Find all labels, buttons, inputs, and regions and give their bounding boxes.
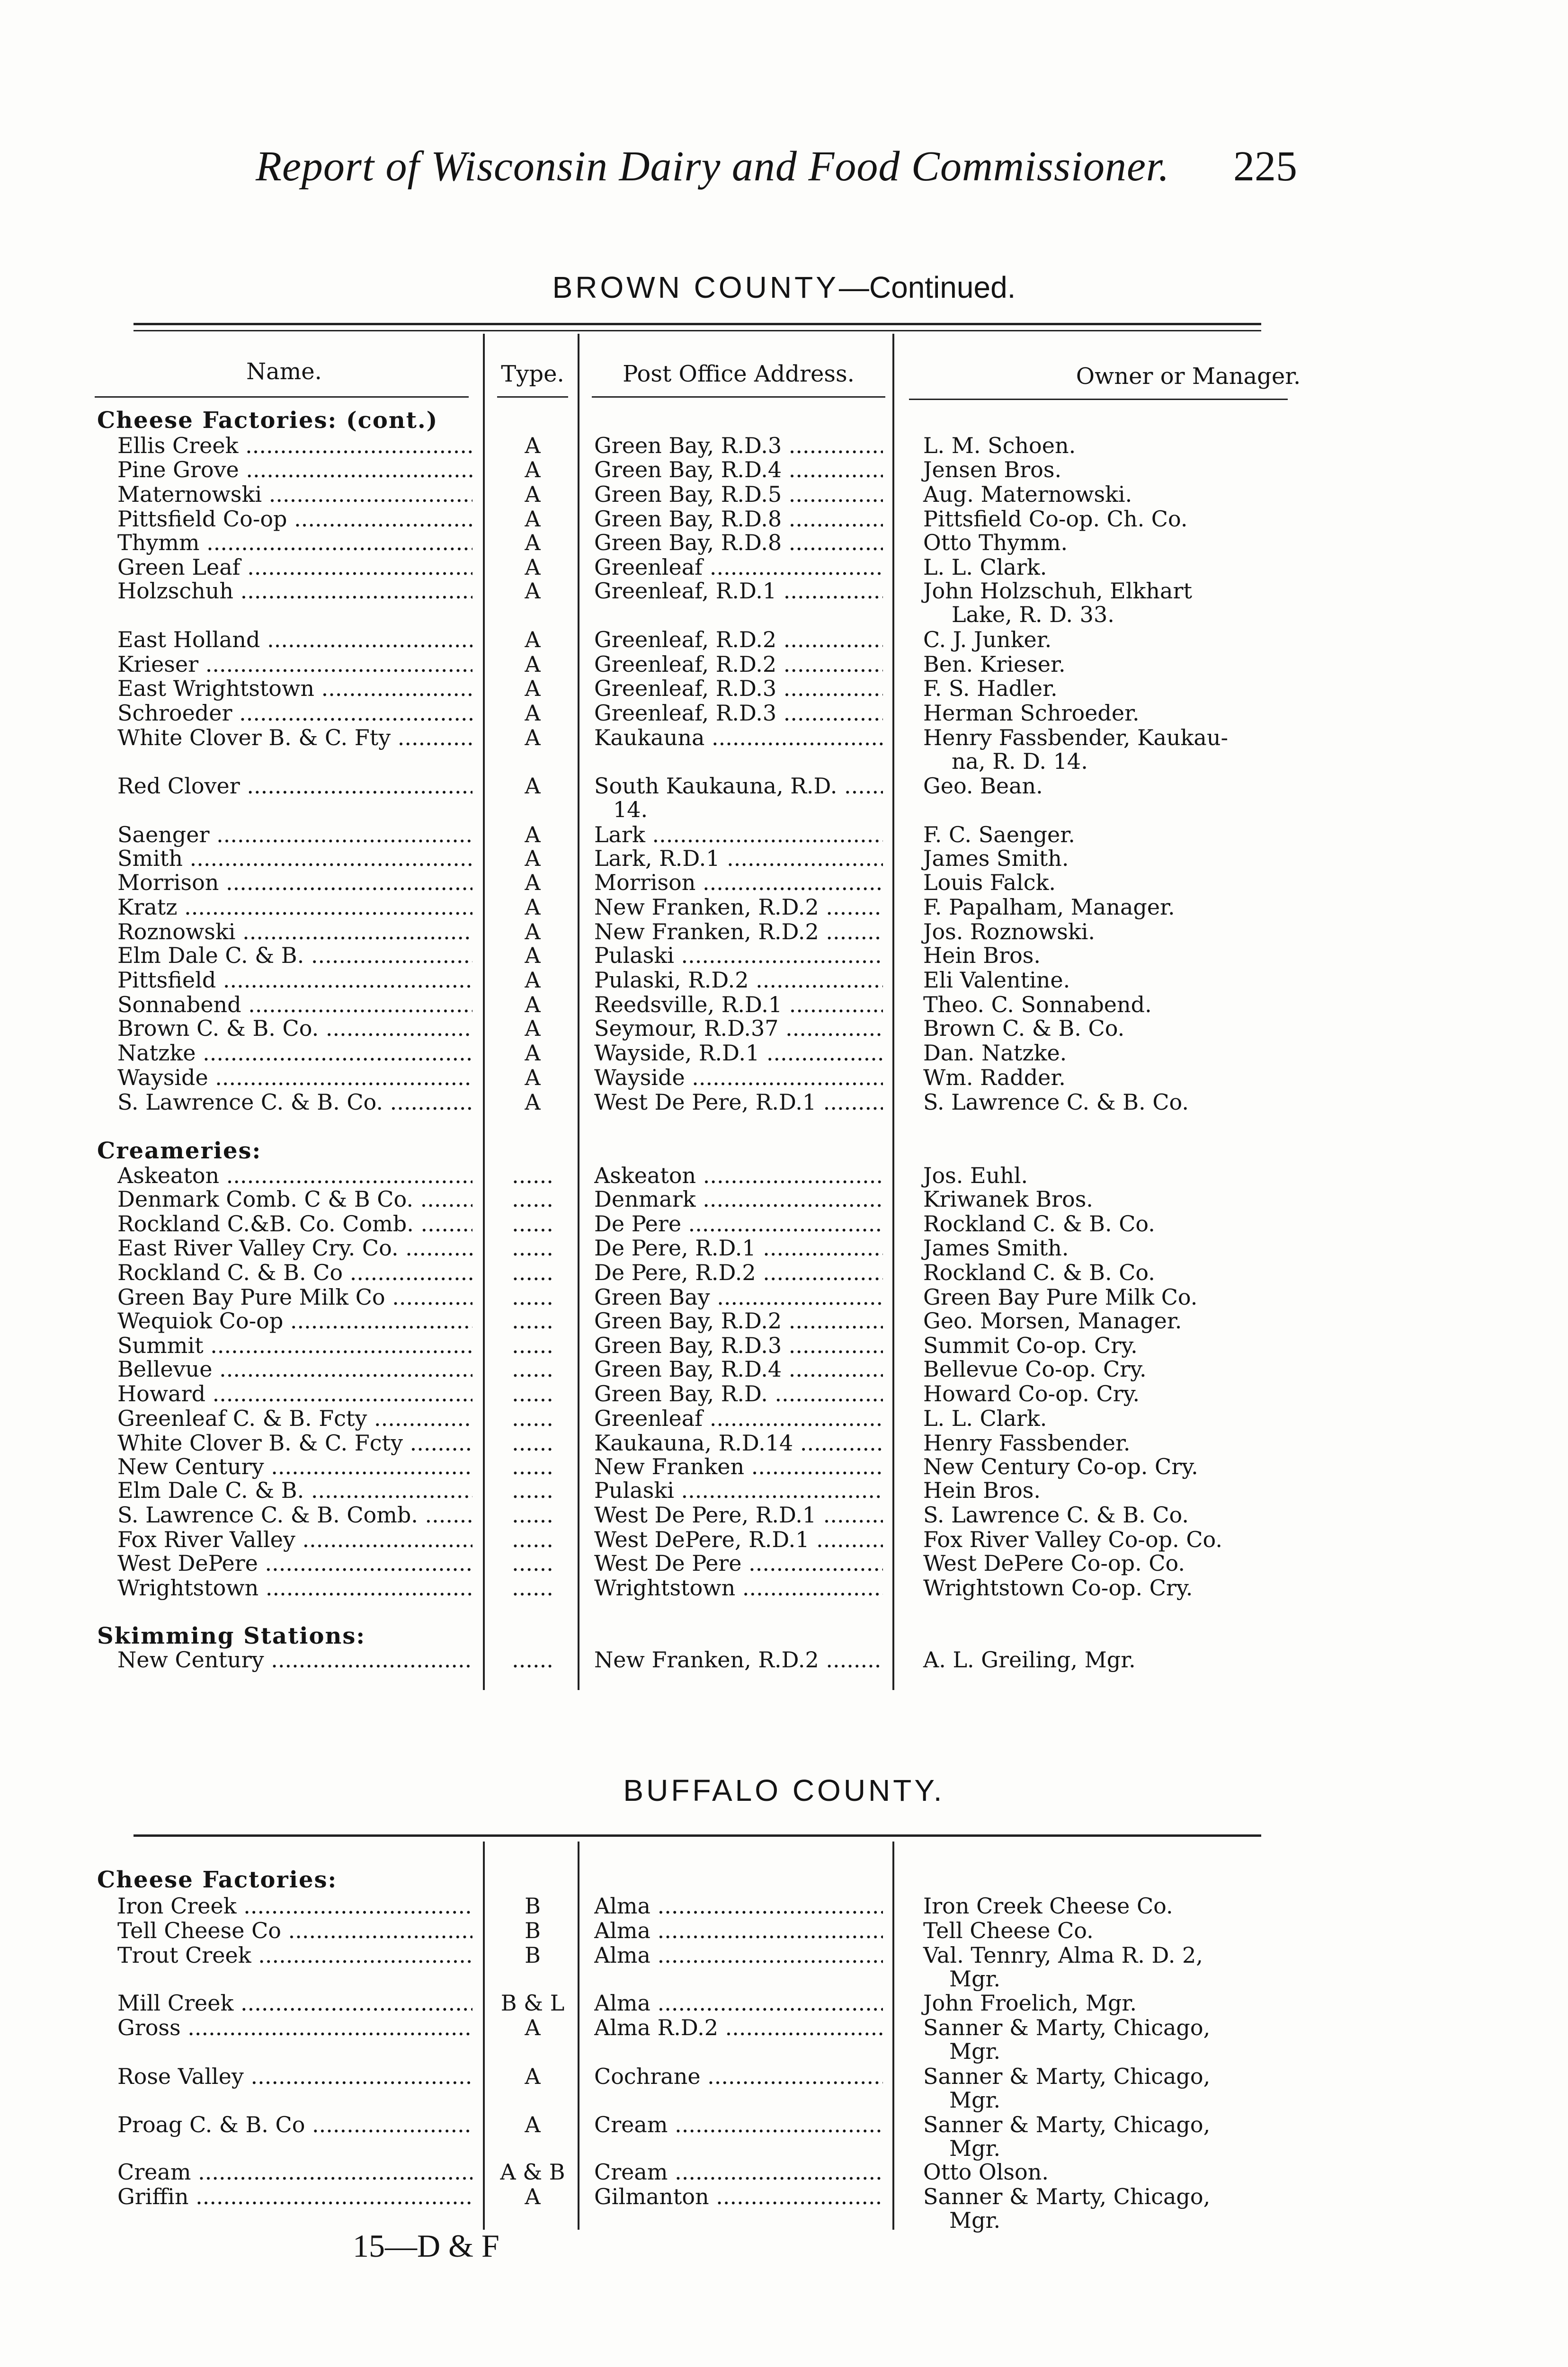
table-row — [0, 578, 1568, 603]
factory-name: Maternowski ..... — [117, 482, 472, 507]
table-row — [0, 895, 1568, 919]
factory-name: Roznowski ..... — [117, 919, 472, 944]
factory-type: A — [525, 506, 541, 532]
table-row — [0, 1647, 1568, 1672]
factory-name: Pittsfield ..... — [117, 968, 472, 992]
owner-continuation: Mgr. — [949, 2038, 1001, 2064]
table-row — [0, 1991, 1568, 2015]
table-row — [0, 1503, 1568, 1527]
factory-name: Schroeder ..... — [117, 701, 472, 725]
table-row — [0, 530, 1568, 555]
post-office-address: Lark ..... — [594, 822, 883, 847]
post-office-address: Askeaton ..... — [594, 1163, 883, 1188]
owner-continuation: na, R. D. 14. — [952, 748, 1088, 774]
factory-name: Elm Dale C. & B. ..... — [117, 943, 472, 968]
owner-or-manager: Henry Fassbender, Kaukau- — [923, 725, 1229, 750]
factory-name: Tell Cheese Co ..... — [117, 1918, 472, 1943]
post-office-address: Cream ..... — [594, 2160, 883, 2184]
table-row — [0, 1478, 1568, 1503]
owner-or-manager: Eli Valentine. — [923, 967, 1070, 993]
owner-or-manager: Kriwanek Bros. — [923, 1186, 1093, 1212]
factory-name: Red Clover ..... — [117, 774, 472, 798]
factory-type: A — [525, 2064, 541, 2089]
factory-type: ...... — [512, 1477, 553, 1503]
factory-type: B — [525, 1918, 541, 1943]
post-office-address: Alma ..... — [594, 1918, 883, 1943]
table-row — [0, 1454, 1568, 1479]
owner-continuation: Lake, R. D. 33. — [952, 602, 1114, 627]
factory-type: A & B — [500, 2159, 565, 2185]
factory-type: A — [525, 457, 541, 482]
factory-type: A — [525, 725, 541, 750]
table-row — [0, 555, 1568, 579]
factory-type: A — [525, 1089, 541, 1115]
table-row — [0, 919, 1568, 944]
owner-or-manager: Jos. Euhl. — [923, 1163, 1028, 1188]
post-office-address: Green Bay, R.D.8 ..... — [594, 530, 883, 555]
table-row — [0, 870, 1568, 895]
owner-or-manager: Geo. Morsen, Manager. — [923, 1308, 1182, 1334]
table-row — [0, 652, 1568, 676]
factory-name: Rockland C. & B. Co ..... — [117, 1260, 472, 1285]
owner-or-manager: Geo. Bean. — [923, 773, 1043, 799]
owner-or-manager: Dan. Natzke. — [923, 1040, 1067, 1066]
factory-name: White Clover B. & C. Fty ..... — [117, 725, 472, 750]
section-title: Cheese Factories: (cont.) — [97, 407, 438, 434]
owner-or-manager: F. Papalham, Manager. — [923, 894, 1175, 920]
table-top-rule-2 — [134, 330, 1261, 331]
table-row — [0, 2184, 1568, 2209]
table-row — [0, 1527, 1568, 1552]
owner-or-manager: New Century Co-op. Cry. — [923, 1454, 1198, 1479]
table-row — [0, 1016, 1568, 1041]
post-office-address: Cochrane ..... — [594, 2064, 883, 2089]
factory-name: Ellis Creek ..... — [117, 433, 472, 458]
factory-name: Rockland C.&B. Co. Comb. ..... — [117, 1211, 472, 1236]
factory-type: ...... — [512, 1333, 553, 1358]
factory-name: Sonnabend ..... — [117, 992, 472, 1017]
factory-name: Fox River Valley ..... — [117, 1527, 472, 1552]
post-office-address: Denmark ..... — [594, 1187, 883, 1211]
factory-name: Saenger ..... — [117, 822, 472, 847]
table-row — [0, 457, 1568, 482]
table-row — [0, 1357, 1568, 1381]
owner-or-manager: S. Lawrence C. & B. Co. — [923, 1502, 1189, 1528]
owner-or-manager: Aug. Maternowski. — [923, 481, 1132, 507]
factory-type: A — [525, 943, 541, 968]
owner-or-manager: F. S. Hadler. — [923, 676, 1058, 701]
factory-type: A — [525, 2184, 541, 2209]
post-office-address: Reedsville, R.D.1 ..... — [594, 992, 883, 1017]
factory-type: A — [525, 433, 541, 458]
table-row — [0, 2112, 1568, 2137]
table-row — [0, 1090, 1568, 1114]
owner-or-manager: Sanner & Marty, Chicago, — [923, 2064, 1211, 2089]
factory-type: A — [525, 894, 541, 920]
factory-name: Askeaton ..... — [117, 1163, 472, 1188]
table-row — [0, 433, 1568, 458]
factory-name: Pine Grove ..... — [117, 457, 472, 482]
owner-continuation: Mgr. — [949, 2087, 1001, 2113]
post-office-address: De Pere, R.D.2 ..... — [594, 1260, 883, 1285]
table-row — [0, 482, 1568, 507]
table-row — [0, 846, 1568, 871]
factory-type: A — [525, 2112, 541, 2137]
post-office-address: Cream ..... — [594, 2112, 883, 2137]
factory-type: ...... — [512, 1235, 553, 1261]
table-top-rule — [134, 1834, 1261, 1837]
page-header — [256, 142, 1297, 194]
factory-type: A — [525, 1065, 541, 1090]
section-title: Skimming Stations: — [97, 1623, 366, 1649]
table-row — [0, 1381, 1568, 1406]
factory-type: A — [525, 967, 541, 993]
signature-mark: 15—D & F — [353, 2228, 499, 2264]
factory-type: A — [525, 822, 541, 847]
factory-name: Summit ..... — [117, 1333, 472, 1358]
post-office-address: Green Bay, R.D.5 ..... — [594, 482, 883, 507]
factory-name: Cream ..... — [117, 2160, 472, 2184]
post-office-address: Pulaski, R.D.2 ..... — [594, 968, 883, 992]
post-office-address: Green Bay, R.D. ..... — [594, 1381, 883, 1406]
owner-or-manager: John Holzschuh, Elkhart — [923, 578, 1192, 604]
post-office-address: Green Bay, R.D.4 ..... — [594, 1357, 883, 1381]
post-office-address: Green Bay, R.D.3 ..... — [594, 433, 883, 458]
factory-name: Kratz ..... — [117, 895, 472, 919]
post-office-address: Kaukauna, R.D.14 ..... — [594, 1431, 883, 1455]
factory-type: ...... — [512, 1575, 553, 1601]
factory-type: B — [525, 1942, 541, 1968]
owner-or-manager: Val. Tennry, Alma R. D. 2, — [923, 1942, 1203, 1968]
post-office-address: Seymour, R.D.37 ..... — [594, 1016, 883, 1041]
header-underline-owner — [909, 399, 1288, 400]
factory-type: B — [525, 1893, 541, 1919]
factory-name: Morrison ..... — [117, 870, 472, 895]
post-office-address: West De Pere ..... — [594, 1551, 883, 1575]
owner-or-manager: C. J. Junker. — [923, 627, 1052, 652]
table-row — [0, 1406, 1568, 1431]
owner-or-manager: L. L. Clark. — [923, 1406, 1047, 1431]
factory-name: Greenleaf C. & B. Fcty ..... — [117, 1406, 472, 1431]
factory-type: ...... — [512, 1381, 553, 1406]
factory-name: Denmark Comb. C & B Co. ..... — [117, 1187, 472, 1211]
post-office-address: Pulaski ..... — [594, 943, 883, 968]
post-office-address: De Pere ..... — [594, 1211, 883, 1236]
table-row — [0, 676, 1568, 701]
factory-name: S. Lawrence C. & B. Comb. ..... — [117, 1503, 472, 1527]
factory-type: ...... — [512, 1430, 553, 1456]
post-office-address: Green Bay, R.D.3 ..... — [594, 1333, 883, 1358]
factory-type: ...... — [512, 1308, 553, 1334]
factory-type: ...... — [512, 1356, 553, 1382]
post-office-address: New Franken, R.D.2 ..... — [594, 895, 883, 919]
owner-or-manager: L. M. Schoen. — [923, 433, 1076, 458]
owner-or-manager: Louis Falck. — [923, 870, 1056, 895]
owner-or-manager: Bellevue Co-op. Cry. — [923, 1356, 1147, 1382]
factory-type: ...... — [512, 1211, 553, 1237]
owner-continuation: Mgr. — [949, 2207, 1001, 2233]
factory-name: East Holland ..... — [117, 627, 472, 652]
factory-name: Rose Valley ..... — [117, 2064, 472, 2089]
factory-name: Smith ..... — [117, 846, 472, 871]
table-row — [0, 992, 1568, 1017]
factory-type: A — [525, 700, 541, 726]
post-office-address: Green Bay ..... — [594, 1285, 883, 1309]
post-office-address: Wayside ..... — [594, 1065, 883, 1090]
section-title: Cheese Factories: — [97, 1867, 338, 1893]
factory-type: B & L — [500, 1990, 565, 2016]
factory-type: A — [525, 1015, 541, 1041]
post-office-address: Greenleaf, R.D.1 ..... — [594, 578, 883, 603]
table-row — [0, 2064, 1568, 2089]
post-office-address: Wrightstown ..... — [594, 1575, 883, 1600]
owner-or-manager: Summit Co-op. Cry. — [923, 1333, 1138, 1358]
post-office-address: Greenleaf, R.D.3 ..... — [594, 676, 883, 701]
factory-name: West DePere ..... — [117, 1551, 472, 1575]
table-row — [0, 1285, 1568, 1309]
owner-or-manager: John Froelich, Mgr. — [923, 1990, 1137, 2016]
table-row — [0, 701, 1568, 725]
factory-name: Wayside ..... — [117, 1065, 472, 1090]
post-office-address: Kaukauna ..... — [594, 725, 883, 750]
factory-name: Elm Dale C. & B. ..... — [117, 1478, 472, 1503]
table-row — [0, 1575, 1568, 1600]
owner-or-manager: Sanner & Marty, Chicago, — [923, 2015, 1211, 2040]
factory-name: Gross ..... — [117, 2015, 472, 2040]
section-title: Creameries: — [97, 1138, 262, 1164]
factory-name: Wequiok Co-op ..... — [117, 1308, 472, 1333]
post-office-address: West De Pere, R.D.1 ..... — [594, 1503, 883, 1527]
post-office-address: Pulaski ..... — [594, 1478, 883, 1503]
factory-type: ...... — [512, 1527, 553, 1552]
table-row — [0, 774, 1568, 798]
post-office-address: Greenleaf ..... — [594, 1406, 883, 1431]
factory-type: ...... — [512, 1284, 553, 1310]
table-row — [0, 1943, 1568, 1967]
owner-or-manager: Theo. C. Sonnabend. — [923, 992, 1152, 1017]
post-office-address: Greenleaf, R.D.2 ..... — [594, 652, 883, 676]
table-row — [0, 1236, 1568, 1260]
owner-or-manager: Green Bay Pure Milk Co. — [923, 1284, 1198, 1310]
post-office-address: Greenleaf ..... — [594, 555, 883, 579]
factory-name: New Century ..... — [117, 1647, 472, 1672]
post-office-address: Alma ..... — [594, 1991, 883, 2015]
owner-or-manager: A. L. Greiling, Mgr. — [923, 1647, 1136, 1673]
post-office-address: Gilmanton ..... — [594, 2184, 883, 2209]
table-row — [0, 507, 1568, 531]
running-title: Report of Wisconsin Dairy and Food Commissioner. — [256, 143, 1170, 190]
factory-type: ...... — [512, 1163, 553, 1188]
owner-continuation: Mgr. — [949, 2136, 1001, 2161]
factory-name: Wrightstown ..... — [117, 1575, 472, 1600]
owner-or-manager: S. Lawrence C. & B. Co. — [923, 1089, 1189, 1115]
owner-or-manager: Sanner & Marty, Chicago, — [923, 2112, 1211, 2137]
factory-name: Pittsfield Co-op ..... — [117, 507, 472, 531]
owner-or-manager: Ben. Krieser. — [923, 651, 1066, 677]
post-office-address: Alma R.D.2 ..... — [594, 2015, 883, 2040]
factory-name: Trout Creek ..... — [117, 1943, 472, 1967]
header-underline-name — [95, 396, 469, 398]
factory-name: New Century ..... — [117, 1454, 472, 1479]
factory-type: ...... — [512, 1502, 553, 1528]
owner-or-manager: Henry Fassbender. — [923, 1430, 1131, 1456]
post-office-address: Alma ..... — [594, 1943, 883, 1967]
table-row — [0, 1065, 1568, 1090]
factory-name: Howard ..... — [117, 1381, 472, 1406]
factory-name: Brown C. & B. Co. ..... — [117, 1016, 472, 1041]
post-office-address: Green Bay, R.D.2 ..... — [594, 1308, 883, 1333]
table-row — [0, 1187, 1568, 1211]
factory-type: ...... — [512, 1550, 553, 1576]
owner-or-manager: Iron Creek Cheese Co. — [923, 1893, 1173, 1919]
owner-or-manager: Wm. Radder. — [923, 1065, 1066, 1090]
factory-type: A — [525, 1040, 541, 1066]
post-office-address: West DePere, R.D.1 ..... — [594, 1527, 883, 1552]
table-row — [0, 968, 1568, 992]
factory-type: A — [525, 530, 541, 555]
factory-name: Griffin ..... — [117, 2184, 472, 2209]
factory-type: A — [525, 919, 541, 944]
factory-name: Proag C. & B. Co ..... — [117, 2112, 472, 2137]
factory-name: Natzke ..... — [117, 1041, 472, 1065]
factory-type: ...... — [512, 1406, 553, 1431]
post-office-address: New Franken, R.D.2 ..... — [594, 919, 883, 944]
factory-name: East Wrightstown ..... — [117, 676, 472, 701]
brown-county-heading: BROWN COUNTY—Continued. — [552, 270, 1016, 304]
factory-type: A — [525, 845, 541, 871]
table-row — [0, 1431, 1568, 1455]
table-row — [0, 725, 1568, 750]
owner-or-manager: F. C. Saenger. — [923, 822, 1075, 847]
factory-type: ...... — [512, 1647, 553, 1673]
table-top-rule — [134, 323, 1261, 325]
post-office-address: Morrison ..... — [594, 870, 883, 895]
owner-or-manager: Herman Schroeder. — [923, 700, 1140, 726]
column-header-name: Name. — [246, 358, 322, 385]
table-row — [0, 2015, 1568, 2040]
factory-type: A — [525, 773, 541, 799]
factory-type: A — [525, 651, 541, 677]
factory-name: Iron Creek ..... — [117, 1894, 472, 1918]
owner-or-manager: Tell Cheese Co. — [923, 1918, 1094, 1943]
column-header-type: Type. — [501, 361, 564, 387]
factory-type: A — [525, 992, 541, 1017]
factory-name: S. Lawrence C. & B. Co. ..... — [117, 1090, 472, 1114]
owner-continuation: Mgr. — [949, 1966, 1001, 1992]
table-row — [0, 943, 1568, 968]
table-row — [0, 1308, 1568, 1333]
table-row — [0, 2160, 1568, 2184]
factory-type: A — [525, 578, 541, 604]
column-header-owner: Owner or Manager. — [1076, 363, 1301, 390]
post-office-address: Alma ..... — [594, 1894, 883, 1918]
owner-or-manager: Howard Co-op. Cry. — [923, 1381, 1140, 1406]
owner-or-manager: Hein Bros. — [923, 1477, 1041, 1503]
owner-or-manager: Rockland C. & B. Co. — [923, 1260, 1155, 1285]
post-office-address: Green Bay, R.D.4 ..... — [594, 457, 883, 482]
factory-type: A — [525, 676, 541, 701]
factory-name: Thymm ..... — [117, 530, 472, 555]
owner-or-manager: Rockland C. & B. Co. — [923, 1211, 1155, 1237]
table-row — [0, 1260, 1568, 1285]
owner-or-manager: Brown C. & B. Co. — [923, 1015, 1125, 1041]
owner-or-manager: Jos. Roznowski. — [923, 919, 1096, 944]
owner-or-manager: Sanner & Marty, Chicago, — [923, 2184, 1211, 2209]
factory-type: A — [525, 2015, 541, 2040]
factory-name: Bellevue ..... — [117, 1357, 472, 1381]
table-row — [0, 1894, 1568, 1918]
table-row — [0, 1163, 1568, 1188]
table-row — [0, 1918, 1568, 1943]
post-office-address: New Franken, R.D.2 ..... — [594, 1647, 883, 1672]
owner-or-manager: West DePere Co-op. Co. — [923, 1550, 1185, 1576]
owner-or-manager: Hein Bros. — [923, 943, 1041, 968]
factory-name: Mill Creek ..... — [117, 1991, 472, 2015]
owner-or-manager: James Smith. — [923, 1235, 1069, 1261]
factory-type: A — [525, 481, 541, 507]
post-office-address: Greenleaf, R.D.2 ..... — [594, 627, 883, 652]
factory-name: East River Valley Cry. Co. ..... — [117, 1236, 472, 1260]
post-office-address: Wayside, R.D.1 ..... — [594, 1041, 883, 1065]
table-row — [0, 1333, 1568, 1358]
post-office-address: South Kaukauna, R.D. ..... — [594, 774, 883, 798]
table-row — [0, 822, 1568, 847]
factory-name: Krieser ..... — [117, 652, 472, 676]
factory-name: Green Leaf ..... — [117, 555, 472, 579]
header-underline-address — [592, 396, 885, 398]
owner-or-manager: Pittsfield Co-op. Ch. Co. — [923, 506, 1188, 532]
column-header-address: Post Office Address. — [623, 361, 855, 387]
owner-or-manager: Otto Olson. — [923, 2159, 1049, 2185]
factory-name: White Clover B. & C. Fcty ..... — [117, 1431, 472, 1455]
owner-or-manager: L. L. Clark. — [923, 554, 1047, 580]
post-office-address: Greenleaf, R.D.3 ..... — [594, 701, 883, 725]
factory-type: A — [525, 627, 541, 652]
post-office-address: Lark, R.D.1 ..... — [594, 846, 883, 871]
owner-or-manager: Fox River Valley Co-op. Co. — [923, 1527, 1223, 1552]
owner-or-manager: Otto Thymm. — [923, 530, 1068, 555]
table-row — [0, 1041, 1568, 1065]
factory-type: A — [525, 554, 541, 580]
owner-or-manager: James Smith. — [923, 845, 1069, 871]
post-office-address: New Franken ..... — [594, 1454, 883, 1479]
header-underline-type — [497, 396, 568, 398]
page-number: 225 — [1233, 143, 1297, 190]
post-office-address: Green Bay, R.D.8 ..... — [594, 507, 883, 531]
factory-name: Holzschuh ..... — [117, 578, 472, 603]
owner-or-manager: Jensen Bros. — [923, 457, 1062, 482]
table-row — [0, 627, 1568, 652]
owner-or-manager: Wrightstown Co-op. Cry. — [923, 1575, 1193, 1601]
post-office-address: De Pere, R.D.1 ..... — [594, 1236, 883, 1260]
factory-type: ...... — [512, 1186, 553, 1212]
factory-name: Green Bay Pure Milk Co ..... — [117, 1285, 472, 1309]
address-continuation: 14. — [613, 797, 648, 822]
factory-type: A — [525, 870, 541, 895]
factory-type: ...... — [512, 1454, 553, 1479]
post-office-address: West De Pere, R.D.1 ..... — [594, 1090, 883, 1114]
table-row — [0, 1551, 1568, 1575]
table-row — [0, 1211, 1568, 1236]
factory-type: ...... — [512, 1260, 553, 1285]
buffalo-county-heading: BUFFALO COUNTY. — [623, 1773, 945, 1807]
